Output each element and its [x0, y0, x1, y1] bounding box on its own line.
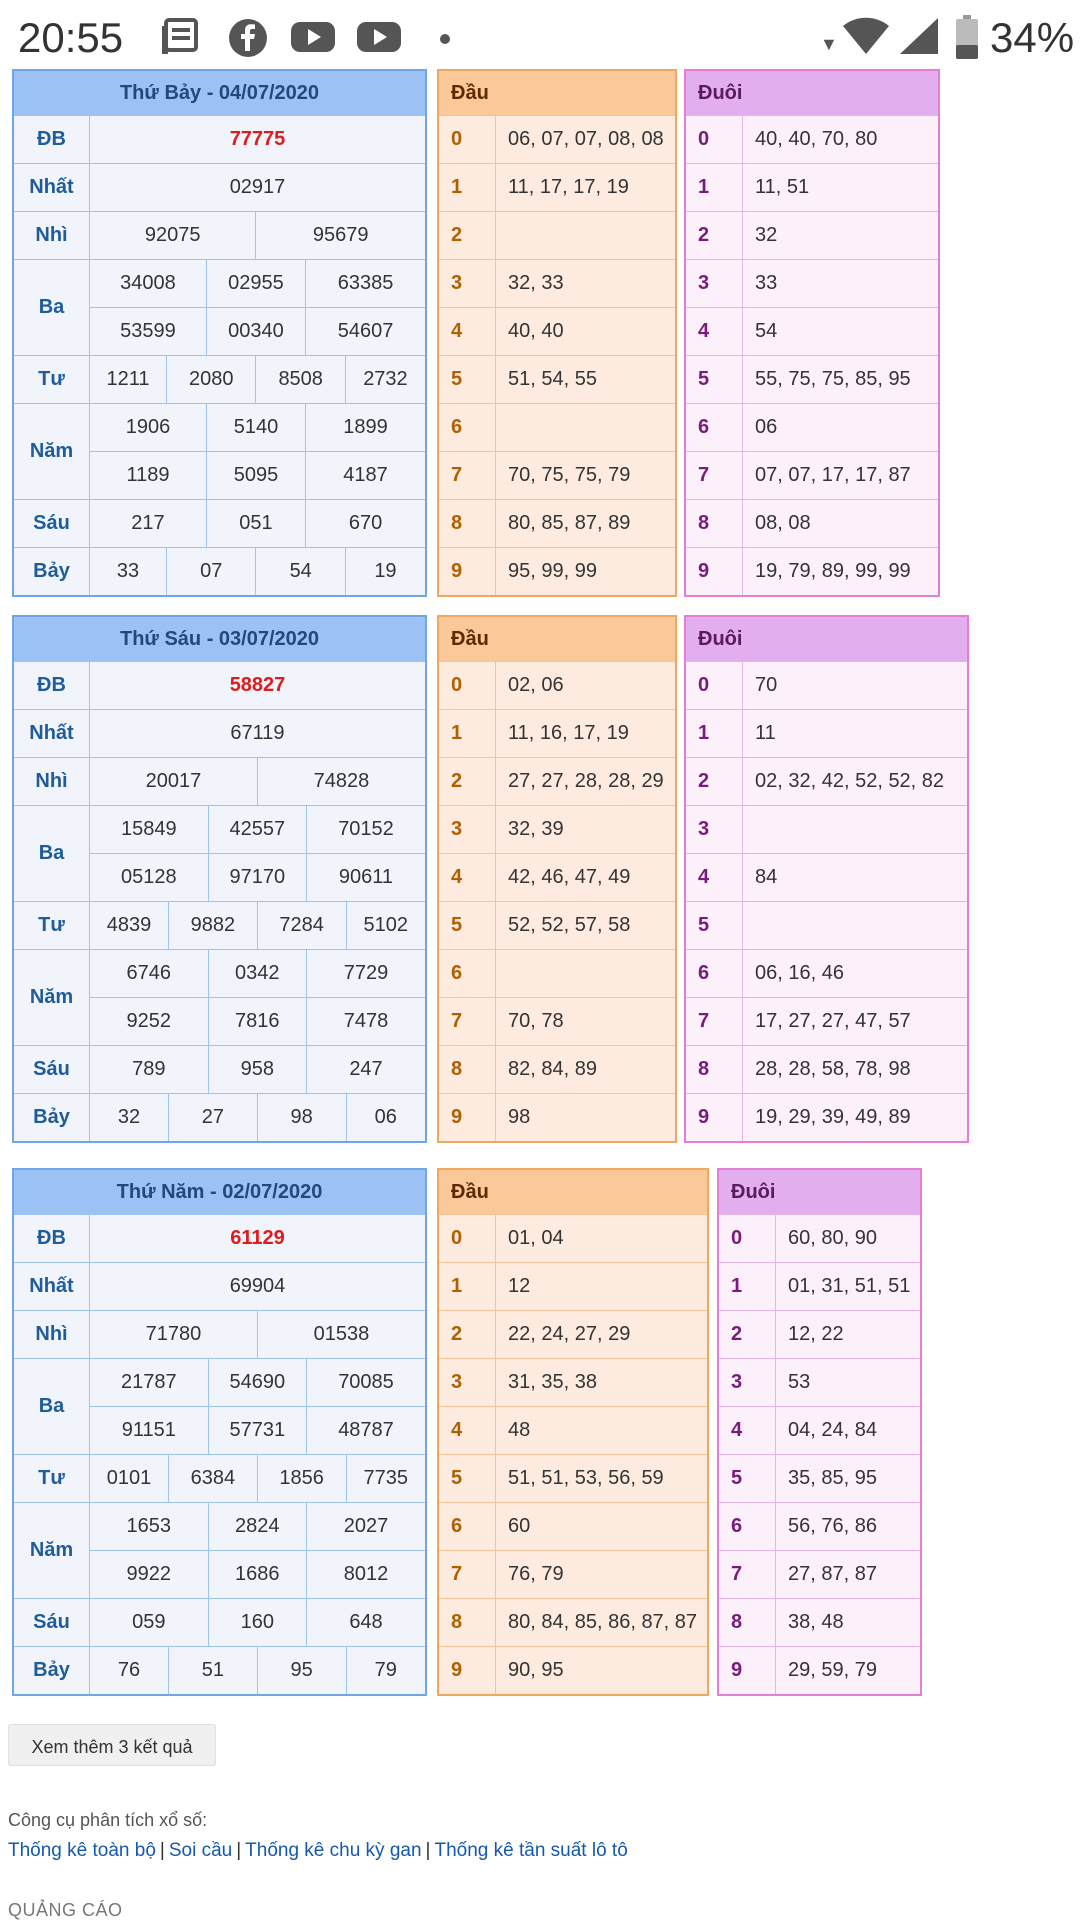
duoi-table: Đuôi 0 40, 40, 70, 80 1 11, 51 2 32 3 33 4 54 5 55, 75, 75, 85, 95 6 06 7 07, 07, 17, 17, 87 8 08, 08 9 19, 79, 89, 99, 99	[684, 69, 940, 597]
prize-row-ba: Ba 34008 02955 63385	[13, 260, 426, 308]
prize-row-bay: Bảy 32 27 98 06	[13, 1094, 426, 1143]
status-time: 20:55	[18, 14, 124, 61]
ads-label: QUẢNG CÁO	[8, 1900, 123, 1920]
prize-table: Thứ Năm - 02/07/2020 ĐB 61129 Nhất 69904 Nhì 71780 01538 Ba 21787 54690 70085 91151 57731 48787 Tư 0101 6384 1856 7735 Năm 1653 2824 2027 9922 1686 8012 Sáu 059 160 648 Bảy 76 51 95 79	[12, 1168, 427, 1696]
tools-links	[8, 1840, 628, 1862]
wifi-icon	[842, 16, 890, 56]
special-prize: 77775	[90, 116, 427, 164]
youtube-icon	[290, 18, 336, 56]
dau-table: Đầu 0 02, 06 1 11, 16, 17, 19 2 27, 27, 28, 28, 29 3 32, 39 4 42, 46, 47, 49 5 52, 52, 57, 58 6 7 70, 78 8 82, 84, 89 9 98	[437, 615, 677, 1143]
prize-row-bay: Bảy 33 07 54 19	[13, 548, 426, 597]
link-thong-ke-toan-bo[interactable]: Thống kê toàn bộ	[8, 1840, 156, 1861]
tools-heading: Công cụ phân tích xổ số:	[8, 1810, 208, 1830]
link-chu-ky-gan[interactable]: Thống kê chu kỳ gan	[245, 1840, 422, 1861]
prize-row-tu: Tư 1211 2080 8508 2732	[13, 356, 426, 404]
prize-row-tu: Tư 4839 9882 7284 5102	[13, 902, 426, 950]
prize-row-ba: Ba 15849 42557 70152	[13, 806, 426, 854]
load-more-button[interactable]: Xem thêm 3 kết quả	[8, 1724, 216, 1766]
prize-row-ba: Ba 21787 54690 70085	[13, 1359, 426, 1407]
prize-row-nhi: Nhì 20017 74828	[13, 758, 426, 806]
prize-row-sau: Sáu 217 051 670	[13, 500, 426, 548]
facebook-icon	[228, 18, 268, 58]
prize-row-nhat: Nhất 02917	[13, 164, 426, 212]
prize-row-nam: Năm 1906 5140 1899	[13, 404, 426, 452]
prize-row-db: ĐB 58827	[13, 662, 426, 710]
news-icon	[160, 18, 200, 56]
draw-title: Thứ Sáu - 03/07/2020	[13, 616, 426, 662]
dau-table: Đầu 0 01, 04 1 12 2 22, 24, 27, 29 3 31, 35, 38 4 48 5 51, 51, 53, 56, 59 6 60 7 76, 79 8 80, 84, 85, 86, 87, 87 9 90, 95	[437, 1168, 709, 1696]
link-separator: |	[236, 1840, 242, 1861]
duoi-table: Đuôi 0 60, 80, 90 1 01, 31, 51, 51 2 12, 22 3 53 4 04, 24, 84 5 35, 85, 95 6 56, 76, 86 7 27, 87, 87 8 38, 48 9 29, 59, 79	[717, 1168, 922, 1696]
prize-row-nam: Năm 1653 2824 2027	[13, 1503, 426, 1551]
prize-row-db: ĐB 61129	[13, 1215, 426, 1263]
draw-title: Thứ Năm - 02/07/2020	[13, 1169, 426, 1215]
battery-icon	[955, 14, 979, 60]
prize-row-tu: Tư 0101 6384 1856 7735	[13, 1455, 426, 1503]
link-soi-cau[interactable]: Soi cầu	[168, 1840, 233, 1861]
dau-table: Đầu 0 06, 07, 07, 08, 08 1 11, 17, 17, 19 2 3 32, 33 4 40, 40 5 51, 54, 55 6 7 70, 75, 75, 79 8 80, 85, 87, 89 9 95, 99, 99	[437, 69, 677, 597]
prize-row-db: ĐB 77775	[13, 116, 426, 164]
prize-row-bay: Bảy 76 51 95 79	[13, 1647, 426, 1696]
prize-row-nhi: Nhì 92075 95679	[13, 212, 426, 260]
link-separator: |	[425, 1840, 431, 1861]
prize-table: Thứ Bảy - 04/07/2020 ĐB 77775 Nhất 02917 Nhì 92075 95679 Ba 34008 02955 63385 53599 00340 54607 Tư 1211 2080 8508 2732 Năm 1906 5140 1899 1189 5095 4187 Sáu 217 051 670 Bảy 33 07 54 19	[12, 69, 427, 597]
special-prize: 61129	[90, 1215, 427, 1263]
duoi-table: Đuôi 0 70 1 11 2 02, 32, 42, 52, 52, 82 3 4 84 5 6 06, 16, 46 7 17, 27, 27, 47, 57 8 28, 28, 58, 78, 98 9 19, 29, 39, 49, 89	[684, 615, 969, 1143]
prize-row-nhi: Nhì 71780 01538	[13, 1311, 426, 1359]
prize-row-sau: Sáu 059 160 648	[13, 1599, 426, 1647]
dot-icon	[440, 34, 450, 44]
signal-icon	[896, 16, 940, 56]
prize-table: Thứ Sáu - 03/07/2020 ĐB 58827 Nhất 67119 Nhì 20017 74828 Ba 15849 42557 70152 05128 97170 90611 Tư 4839 9882 7284 5102 Năm 6746 0342 7729 9252 7816 7478 Sáu 789 958 247 Bảy 32 27 98 06	[12, 615, 427, 1143]
data-arrow-icon: ▼	[820, 34, 838, 54]
battery-percent: 34%	[990, 14, 1075, 61]
special-prize: 58827	[90, 662, 427, 710]
youtube-icon	[356, 18, 402, 56]
prize-row-nhat: Nhất 67119	[13, 710, 426, 758]
link-tan-suat-lo-to[interactable]: Thống kê tần suất lô tô	[434, 1840, 628, 1861]
link-separator: |	[159, 1840, 165, 1861]
status-bar	[0, 0, 1080, 76]
draw-title: Thứ Bảy - 04/07/2020	[13, 70, 426, 116]
prize-row-nhat: Nhất 69904	[13, 1263, 426, 1311]
prize-row-sau: Sáu 789 958 247	[13, 1046, 426, 1094]
prize-row-nam: Năm 6746 0342 7729	[13, 950, 426, 998]
